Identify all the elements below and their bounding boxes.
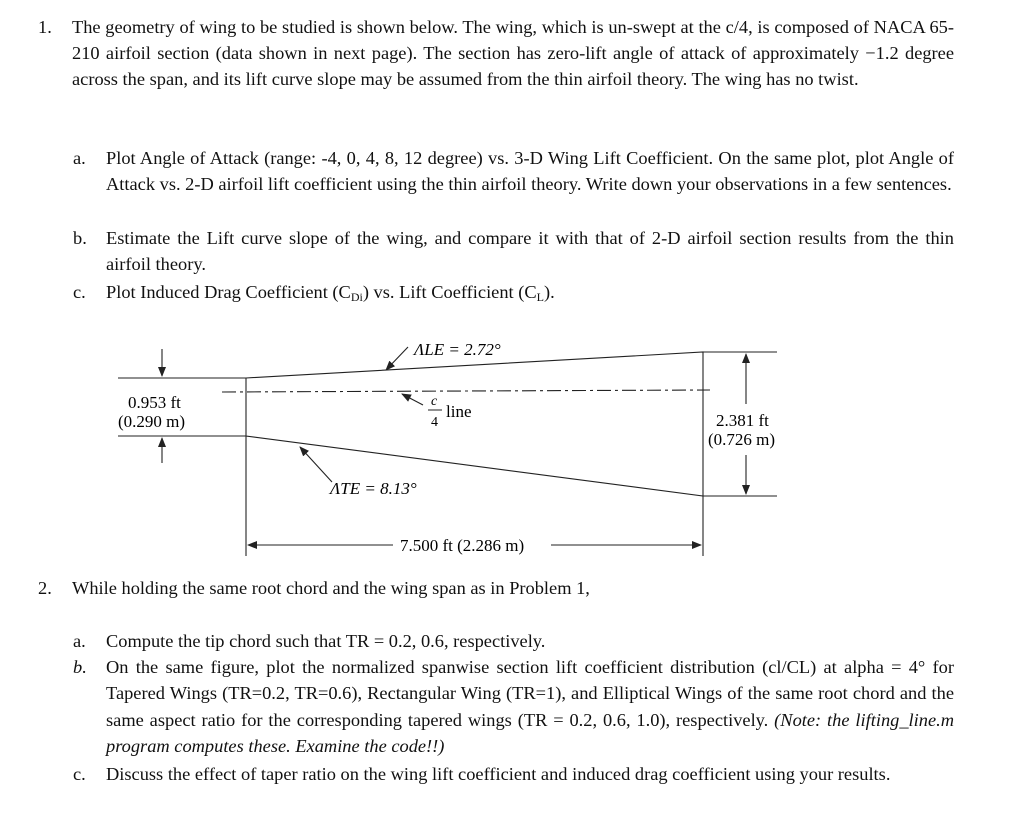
- le-leader: [386, 347, 408, 370]
- sweep-le-label: ΛLE = 2.72°: [414, 340, 501, 359]
- part-text: Plot Induced Drag Coefficient $(C_{Di})$ vs. Lift Coefficient $(C_L)$.: [106, 282, 555, 304]
- tip-chord-ft: 0.953 ft: [128, 393, 181, 412]
- part-label: a.: [73, 148, 86, 168]
- part-text: Estimate the Lift curve slope of the wing, and compare it with that of 2-D airfoil section results from the thin airfoil theory.: [106, 228, 954, 275]
- quarter-chord-num: c: [431, 394, 438, 409]
- problem-2-text: While holding the same root chord and the wing span as in Problem 1,: [72, 578, 590, 598]
- part-label: a.: [73, 631, 86, 651]
- span-label: 7.500 ft (2.286 m): [400, 536, 525, 555]
- part-label: b.: [73, 228, 87, 248]
- quarter-chord-leader: [402, 394, 423, 405]
- quarter-chord-line: [222, 390, 710, 392]
- quarter-chord-den: 4: [431, 415, 438, 430]
- wing-outline: [246, 352, 703, 496]
- quarter-chord-word: line: [446, 402, 472, 421]
- part-label: c.: [73, 282, 86, 302]
- part-note: (Note: the lifting_line.m program computes these. Examine the code!!): [106, 709, 954, 757]
- part-text: Discuss the effect of taper ratio on the wing lift coefficient and induced drag coefficient using your results.: [106, 764, 891, 784]
- root-chord-ft: 2.381 ft: [716, 411, 769, 430]
- root-chord-m: (0.726 m): [708, 430, 776, 449]
- part-text: Compute the tip chord such that TR = 0.2, 0.6, respectively.: [106, 631, 546, 651]
- part-label: b.: [73, 657, 87, 677]
- part-text: On the same figure, plot the normalized spanwise section lift coefficient distribution (cl/CL) at alpha = 4° for Tapered Wings (TR=0.2, TR=0.6), Rectangular Wing (TR=1), and Elliptical Wings of the same root chord and the same aspect ratio for the corresponding tapered wings (TR = 0.2, 0.6, 1.0), respectively. (Note: the lifting_line.m program computes these. Examine the code!!): [106, 657, 954, 757]
- tip-chord-m: (0.290 m): [118, 412, 186, 431]
- part-text: Plot Angle of Attack (range: -4, 0, 4, 8, 12 degree) vs. 3-D Wing Lift Coefficient. On the same plot, plot Angle of Attack vs. 2-D airfoil lift coefficient using the thin airfoil theory. Write down your observations in a few sentences.: [106, 148, 954, 195]
- te-leader: [300, 447, 332, 482]
- problem-2-number: 2.: [38, 578, 52, 598]
- problem-1-number: 1.: [38, 17, 52, 37]
- sweep-te-label: ΛTE = 8.13°: [330, 479, 417, 498]
- problem-1-text: The geometry of wing to be studied is shown below. The wing, which is un-swept at the c/4, is composed of NACA 65-210 airfoil section (data shown in next page). The section has zero-lift angle of attack of approximately −1.2 degree across the span, and its lift curve slope may be assumed from the thin airfoil theory. The wing has no twist.: [72, 17, 954, 89]
- part-label: c.: [73, 764, 86, 784]
